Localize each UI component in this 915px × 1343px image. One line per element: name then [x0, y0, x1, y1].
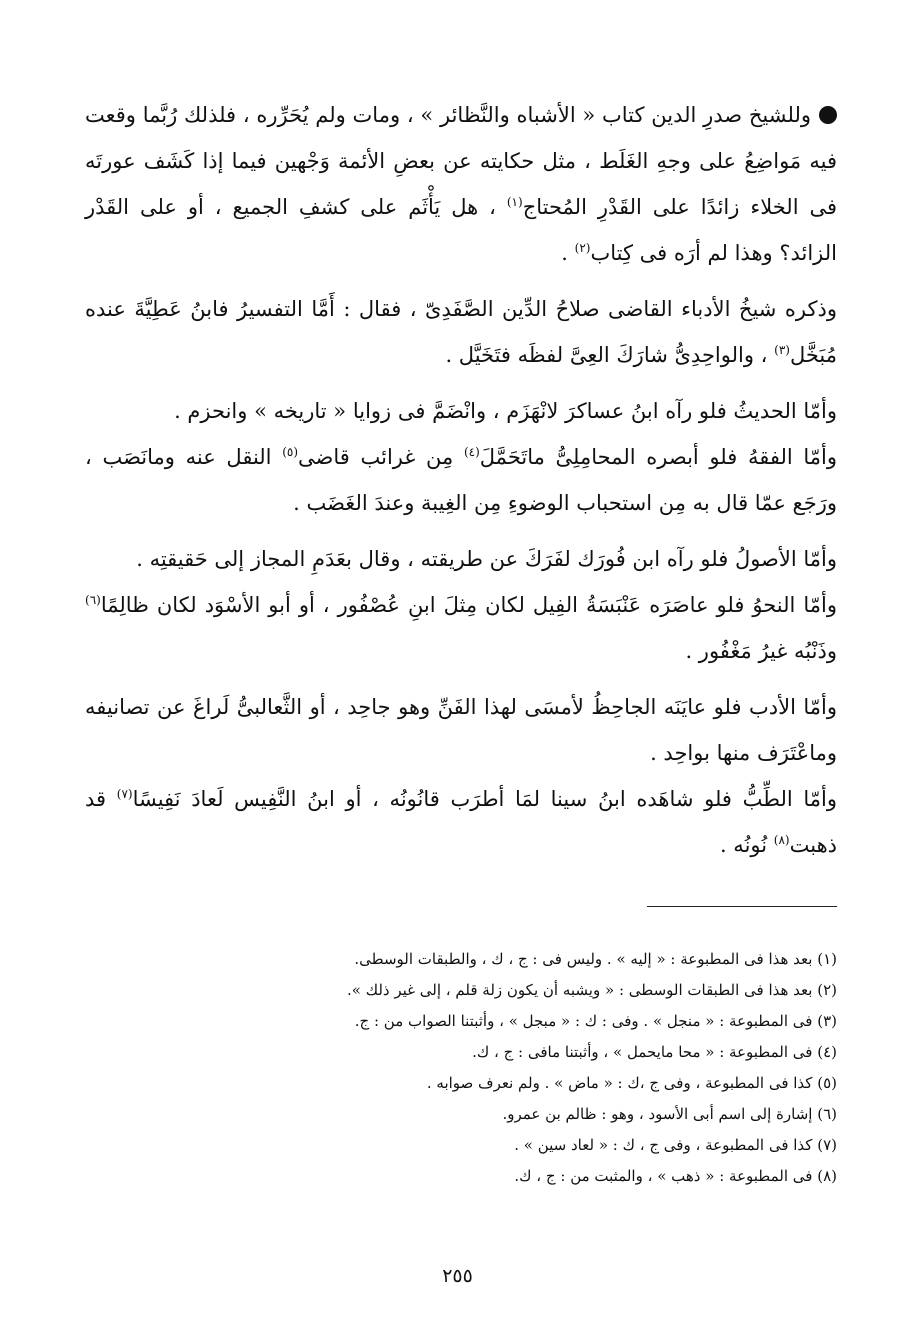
- bullet-icon: [819, 106, 837, 124]
- footnote-ref-8: (٨): [773, 833, 790, 847]
- paragraph-6-text-a: وأمّا النحوُ فلو عاصَرَه عَنْبَسَةُ الفِيل لكان مِثلَ ابنِ عُصْفُور ، أو أبو الأسْوَد لكان ظالِمًا: [100, 593, 837, 617]
- paragraph-1-text-a: وللشيخ صدرِ الدين كتاب « الأشباه والنَّظائر » ، ومات ولم يُحَرِّره ، فلذلك رُبَّما وقعت فيه مَواضِعُ على وجهِ الغَلَط ، مثل حكايته عن بعضِ الأئمة وَجْهين فيما إذا كَشَف عورتَه فى الخلاء زائدًا على القَدْرِ المُحتاج: [85, 103, 838, 219]
- paragraph-2: [85, 286, 837, 378]
- footnote-ref-3: (٣): [774, 343, 790, 357]
- paragraph-1-text-c: .: [561, 241, 575, 265]
- paragraph-3: [85, 388, 837, 434]
- footnote-ref-6: (٦): [85, 593, 101, 607]
- paragraph-6: [85, 582, 837, 674]
- footnote-ref-7: (٧): [116, 787, 133, 801]
- footnote-ref-5: (٥): [282, 445, 299, 459]
- footnote-6: (٦) إشارة إلى اسم أبى الأسود ، وهو : ظالم بن عمرو.: [502, 1105, 837, 1123]
- paragraph-3-text: وأمّا الحديثُ فلو رآه ابنُ عساكرَ لانْهَزَم ، وانْضَمَّ فى زوايا « تاريخه » وانحزم .: [174, 399, 837, 423]
- paragraph-2-text-a: وذكره شيخُ الأدباء القاضى صلاحُ الدِّين الصَّفَدِىّ ، فقال : أَمَّا التفسيرُ فابنُ عَطِيَّةَ عنده مُبَخَّل: [85, 297, 837, 367]
- paragraph-6-text-b: وذَنْبُه غيرُ مَغْفُور .: [685, 639, 837, 663]
- paragraph-5-text: وأمّا الأصولُ فلو رآه ابن فُورَك لفَرَكَ عن طريقته ، وقال بعَدَمِ المجاز إلى حَقيقتِه .: [136, 547, 837, 571]
- paragraph-8-text-b: قد ذهبت: [85, 787, 837, 857]
- paragraph-8-text-a: وأمّا الطِّبُّ فلو شاهَده ابنُ سينا لمَا أطرَب قانُونُه ، أو ابنُ النَّفِيس لَعادَ نَفِيسًا: [132, 787, 837, 811]
- paragraph-2-text-b: ، والواحِدِىُّ شارَكَ العِىَّ لفظَه فتَخَيَّل .: [445, 343, 775, 367]
- footnote-4: (٤) فى المطبوعة : « محا مايحمل » ، وأثبتنا مافى : ج ، ك.: [472, 1043, 837, 1061]
- paragraph-7: [85, 684, 837, 776]
- paragraph-7-text: وأمّا الأدب فلو عايَنَه الجاحِظُ لأمسَى لهذا الفَنِّ وهو جاحِد ، أو الثَّعالبىُّ لَراغَ عن تصانيفه وماعْتَرَف منها بواحِد .: [85, 695, 837, 765]
- footnote-7: (٧) كذا فى المطبوعة ، وفى ج ، ك : « لعاد سين » .: [514, 1136, 837, 1154]
- footnote-5: (٥) كذا فى المطبوعة ، وفى ج ،ك : « ماض » . ولم نعرف صوابه .: [426, 1074, 837, 1092]
- footnote-ref-2: (٢): [574, 241, 591, 255]
- footnote-8: (٨) فى المطبوعة : « ذهب » ، والمثبت من : ج ، ك.: [514, 1167, 837, 1185]
- paragraph-4-text-b: مِن غرائب قاضى: [298, 445, 464, 469]
- paragraph-8-text-c: نُونُه .: [719, 833, 774, 857]
- page-number: ٢٥٥: [442, 1265, 473, 1287]
- footnote-ref-1: (١): [506, 195, 523, 209]
- footnote-2: (٢) بعد هذا فى الطبقات الوسطى : « ويشبه أن يكون زلة قلم ، إلى غير ذلك ».: [347, 981, 837, 999]
- paragraph-4: [85, 434, 837, 526]
- paragraph-1: [85, 92, 837, 276]
- paragraph-4-text-a: وأمّا الفقهُ فلو أبصره المحامِلِىُّ ماتَحَمَّلَ: [479, 445, 837, 469]
- footnote-1: (١) بعد هذا فى المطبوعة : « إليه » . وليس فى : ج ، ك ، والطبقات الوسطى.: [354, 950, 837, 968]
- footnote-3: (٣) فى المطبوعة : « منجل » . وفى : ك : « مبجل » ، وأثبتنا الصواب من : ج.: [354, 1012, 837, 1030]
- footnote-separator: [647, 906, 837, 907]
- paragraph-1-text-b: ، هل يَأْثَم على كشفِ الجميع ، أو على القَدْر الزائد؟ وهذا لم أرَه فى كِتاب: [85, 195, 837, 265]
- paragraph-8: [85, 776, 837, 868]
- footnotes-list: [85, 944, 837, 1192]
- paragraph-5: [85, 536, 837, 582]
- paragraph-4-text-c: النقل عنه ومانَصَب ، ورَجَع عمّا قال به مِن استحباب الوضوءِ مِن الغِيبة وعندَ الغَضَب .: [85, 445, 837, 515]
- footnote-ref-4: (٤): [463, 445, 480, 459]
- main-text: [85, 92, 837, 868]
